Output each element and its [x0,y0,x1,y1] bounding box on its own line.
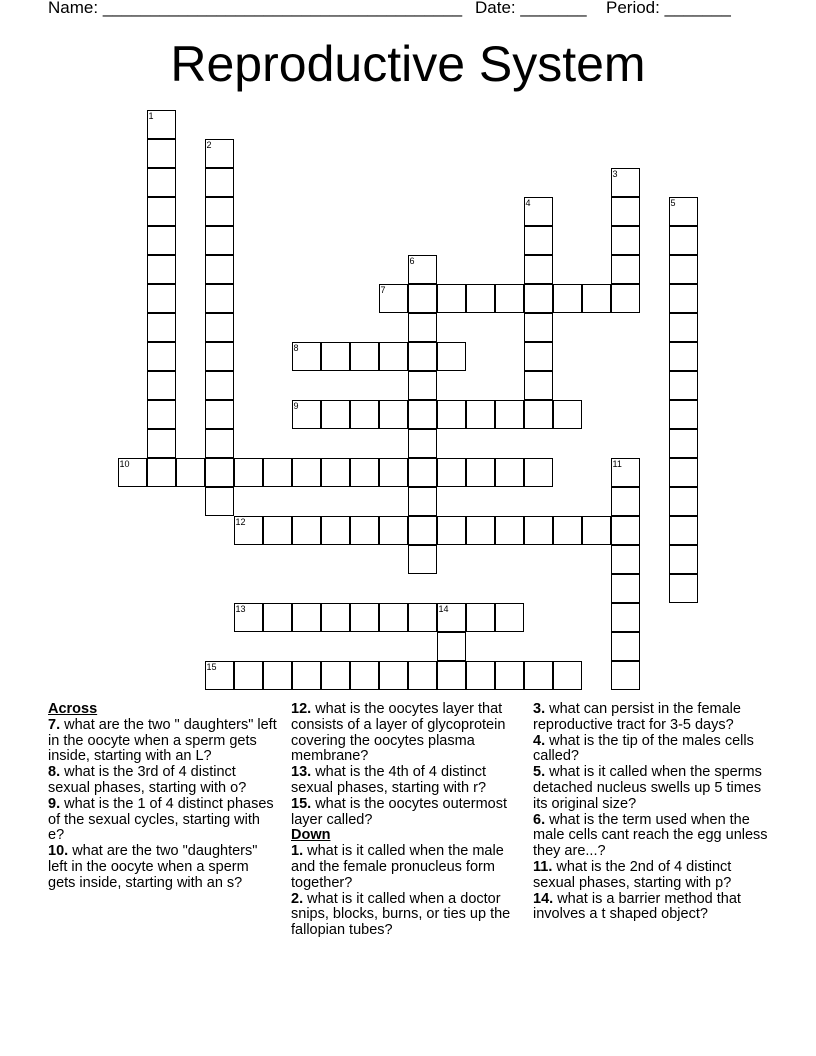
grid-cell[interactable] [669,255,698,284]
grid-cell[interactable] [495,458,524,487]
grid-cell[interactable] [495,516,524,545]
grid-cell[interactable] [292,458,321,487]
grid-cell[interactable] [321,342,350,371]
clue-across-10 [48,844,280,891]
grid-cell[interactable] [495,284,524,313]
grid-cell[interactable] [147,400,176,429]
cell-number: 9 [293,400,299,411]
grid-cell[interactable] [437,632,466,661]
grid-cell[interactable] [408,516,437,545]
grid-cell[interactable] [524,400,553,429]
page-title: Reproductive System [170,36,646,92]
grid-cell[interactable] [611,255,640,284]
grid-cell[interactable] [408,458,437,487]
grid-cell[interactable] [205,226,234,255]
grid-cell[interactable] [408,545,437,574]
grid-cell[interactable] [205,139,234,168]
clue-number: 14. [533,890,554,907]
grid-cell[interactable] [379,603,408,632]
clue-text: what is the term used when the male cells cant reach the egg unless they are...? [533,811,768,860]
cell-number: 13 [235,603,246,614]
grid-cell[interactable] [147,226,176,255]
grid-cell[interactable] [611,603,640,632]
grid-cell[interactable] [495,603,524,632]
clue-down-6 [533,813,773,860]
grid-cell[interactable] [669,574,698,603]
grid-cell[interactable] [408,400,437,429]
clue-number: 5. [533,764,546,781]
clue-across-7 [48,718,280,765]
grid-cell[interactable] [669,371,698,400]
grid-cell[interactable] [466,400,495,429]
cell-number: 12 [235,516,246,527]
grid-cell[interactable] [408,313,437,342]
grid-cell[interactable] [263,661,292,690]
grid-cell[interactable] [147,371,176,400]
grid-cell[interactable] [669,458,698,487]
grid-cell[interactable] [118,458,147,487]
grid-cell[interactable] [379,516,408,545]
grid-cell[interactable] [669,516,698,545]
grid-cell[interactable] [553,284,582,313]
grid-cell[interactable] [437,400,466,429]
grid-cell[interactable] [437,284,466,313]
cell-number: 3 [612,168,618,179]
grid-cell[interactable] [611,226,640,255]
grid-cell[interactable] [408,603,437,632]
grid-cell[interactable] [205,255,234,284]
grid-cell[interactable] [437,458,466,487]
grid-cell[interactable] [408,284,437,313]
grid-cell[interactable] [524,284,553,313]
clue-number: 6. [533,811,546,828]
grid-cell[interactable] [611,197,640,226]
down-title: Down [291,827,331,844]
grid-cell[interactable] [292,661,321,690]
clue-text: what is the 1 of 4 distinct phases of the sexual cycles, starting with e? [48,795,274,844]
clue-text: what can persist in the female reproductive tract for 3-5 days? [533,701,741,733]
grid-cell[interactable] [350,400,379,429]
cell-number: 7 [380,284,386,295]
grid-cell[interactable] [408,371,437,400]
grid-cell[interactable] [350,603,379,632]
period-blank[interactable]: _______ [664,0,731,17]
grid-cell[interactable] [408,342,437,371]
clue-across-9 [48,797,280,844]
grid-cell[interactable] [205,429,234,458]
cell-number: 1 [148,110,154,121]
grid-cell[interactable] [147,255,176,284]
clue-text: what is the 4th of 4 distinct sexual phases, starting with r? [291,764,487,796]
cell-number: 6 [409,255,415,266]
clue-down-3 [533,702,773,734]
grid-cell[interactable] [205,197,234,226]
grid-cell[interactable] [234,516,263,545]
grid-cell[interactable] [524,371,553,400]
clue-number: 11. [533,858,553,875]
grid-cell[interactable] [611,545,640,574]
grid-cell[interactable] [205,284,234,313]
grid-cell[interactable] [350,458,379,487]
grid-cell[interactable] [147,313,176,342]
clue-number: 9. [48,795,61,812]
grid-cell[interactable] [553,516,582,545]
grid-cell[interactable] [611,284,640,313]
clue-text: what is the 3rd of 4 distinct sexual phases, starting with o? [48,764,247,796]
clue-across-13 [291,765,523,797]
clues-column-2 [291,702,523,939]
grid-cell[interactable] [147,284,176,313]
cell-number: 10 [119,458,130,469]
grid-cell[interactable] [582,284,611,313]
grid-cell[interactable] [350,516,379,545]
grid-cell[interactable] [437,516,466,545]
grid-cell[interactable] [292,603,321,632]
grid-cell[interactable] [611,487,640,516]
grid-cell[interactable] [611,458,640,487]
clue-number: 13. [291,764,312,781]
grid-cell[interactable] [263,603,292,632]
clue-text: what is the 2nd of 4 distinct sexual phases, starting with p? [533,858,732,891]
grid-cell[interactable] [205,487,234,516]
grid-cell[interactable] [234,661,263,690]
clue-number: 7. [48,716,61,733]
grid-cell[interactable] [321,400,350,429]
cell-number: 15 [206,661,217,672]
grid-cell[interactable] [263,516,292,545]
grid-cell[interactable] [466,458,495,487]
clue-text: what is the tip of the males cells called? [533,732,754,765]
cell-number: 2 [206,139,212,150]
grid-cell[interactable] [205,313,234,342]
clues-column-1 [48,702,280,892]
grid-cell[interactable] [205,458,234,487]
grid-cell[interactable] [147,168,176,197]
grid-cell[interactable] [466,284,495,313]
grid-cell[interactable] [292,516,321,545]
date-label: Date: [475,0,516,17]
grid-cell[interactable] [408,487,437,516]
grid-cell[interactable] [524,197,553,226]
grid-cell[interactable] [669,342,698,371]
grid-cell[interactable] [379,458,408,487]
grid-cell[interactable] [321,661,350,690]
grid-cell[interactable] [669,226,698,255]
date-blank[interactable]: _______ [520,0,587,17]
clue-down-4 [533,734,773,766]
clue-text: what is it called when the male and the female pronucleus form together? [291,843,504,891]
grid-cell[interactable] [524,458,553,487]
grid-cell[interactable] [669,284,698,313]
grid-cell[interactable] [466,603,495,632]
grid-cell[interactable] [495,400,524,429]
name-blank[interactable]: ______________________________________ [102,0,463,17]
grid-cell[interactable] [205,342,234,371]
clue-text: what is the oocytes outermost layer called? [291,795,508,828]
clue-text: what are the two " daughters" left in the oocyte when a sperm gets inside, starting with an L? [48,716,277,765]
grid-cell[interactable] [611,661,640,690]
clue-across-15 [291,797,523,829]
grid-cell[interactable] [321,458,350,487]
grid-cell[interactable] [147,458,176,487]
period-label: Period: [606,0,660,17]
grid-cell[interactable] [350,342,379,371]
grid-cell[interactable] [292,342,321,371]
clue-down-14 [533,892,773,924]
clue-number: 2. [291,890,304,907]
grid-cell[interactable] [611,574,640,603]
grid-cell[interactable] [466,661,495,690]
grid-cell[interactable] [147,139,176,168]
grid-cell[interactable] [408,661,437,690]
grid-cell[interactable] [263,458,292,487]
grid-cell[interactable] [611,168,640,197]
grid-cell[interactable] [669,545,698,574]
grid-cell[interactable] [466,516,495,545]
cell-number: 4 [525,197,531,208]
grid-cell[interactable] [524,661,553,690]
clue-text: what is it called when the sperms detached nucleus swells up 5 times its original size? [533,764,762,812]
grid-cell[interactable] [611,516,640,545]
grid-cell[interactable] [321,516,350,545]
grid-cell[interactable] [553,661,582,690]
grid-cell[interactable] [205,371,234,400]
clue-number: 15. [291,795,312,812]
clue-number: 1. [291,843,304,860]
grid-cell[interactable] [147,197,176,226]
cell-number: 8 [293,342,299,353]
clue-text: what is a barrier method that involves a t shaped object? [533,890,741,923]
grid-cell[interactable] [669,313,698,342]
cell-number: 5 [670,197,676,208]
name-label: Name: [48,0,99,17]
grid-cell[interactable] [379,400,408,429]
grid-cell[interactable] [524,342,553,371]
grid-cell[interactable] [524,516,553,545]
grid-cell[interactable] [321,603,350,632]
clue-text: what is it called when a doctor snips, blocks, burns, or ties up the fallopian tubes? [291,890,511,939]
grid-cell[interactable] [669,487,698,516]
clue-down-11 [533,860,773,892]
across-title: Across [48,701,98,717]
grid-cell[interactable] [669,400,698,429]
clue-text: what is the oocytes layer that consists of a layer of glycoprotein covering the oocytes plasma membrane? [291,701,506,765]
grid-cell[interactable] [524,226,553,255]
clues-column-3 [533,702,773,923]
clue-number: 8. [48,764,61,781]
grid-cell[interactable] [408,429,437,458]
grid-cell[interactable] [205,400,234,429]
grid-cell[interactable] [350,661,379,690]
clue-number: 3. [533,701,546,717]
clue-across-8 [48,765,280,797]
grid-cell[interactable] [437,661,466,690]
grid-cell[interactable] [669,429,698,458]
grid-cell[interactable] [292,400,321,429]
grid-cell[interactable] [437,603,466,632]
grid-cell[interactable] [408,255,437,284]
cell-number: 14 [438,603,449,614]
grid-cell[interactable] [205,168,234,197]
cell-number: 11 [612,458,622,469]
grid-cell[interactable] [553,400,582,429]
clue-down-5 [533,765,773,812]
grid-cell[interactable] [524,313,553,342]
grid-cell[interactable] [234,458,263,487]
grid-cell[interactable] [524,255,553,284]
grid-cell[interactable] [379,342,408,371]
grid-cell[interactable] [147,110,176,139]
clue-text: what are the two "daughters" left in the oocyte when a sperm gets inside, starting with an s? [48,843,258,891]
grid-cell[interactable] [176,458,205,487]
grid-cell[interactable] [379,661,408,690]
clue-number: 4. [533,732,546,749]
grid-cell[interactable] [437,342,466,371]
grid-cell[interactable] [234,603,263,632]
grid-cell[interactable] [669,197,698,226]
grid-cell[interactable] [147,429,176,458]
grid-cell[interactable] [379,284,408,313]
clue-across-12 [291,702,523,765]
clue-down-1 [291,844,523,891]
clue-down-2 [291,892,523,939]
grid-cell[interactable] [147,342,176,371]
clue-number: 10. [48,843,69,860]
grid-cell[interactable] [205,661,234,690]
grid-cell[interactable] [495,661,524,690]
clue-number: 12. [291,701,312,717]
grid-cell[interactable] [582,516,611,545]
grid-cell[interactable] [611,632,640,661]
